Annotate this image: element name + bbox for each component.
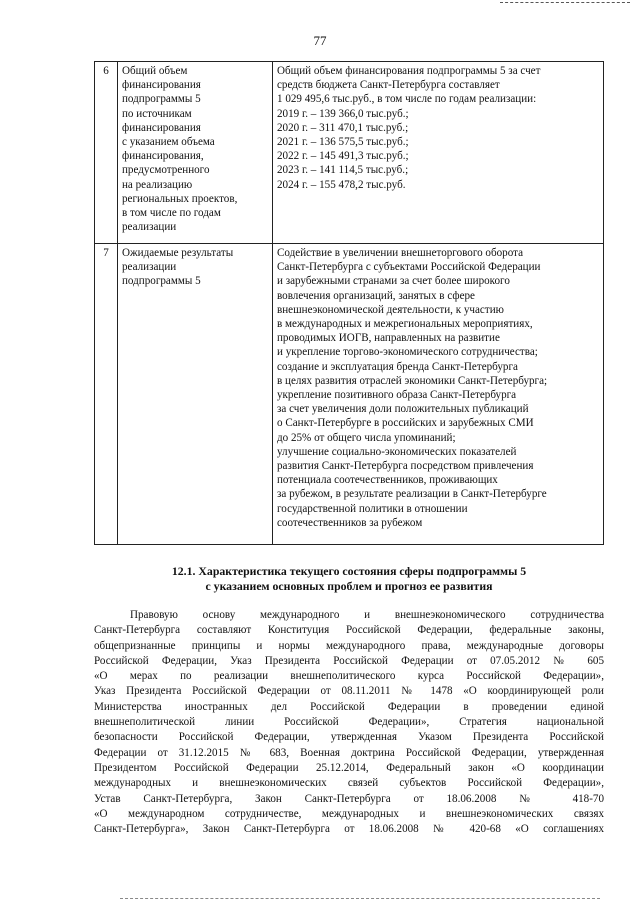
label-line: региональных проектов, bbox=[122, 192, 238, 205]
paragraph-line: Федерации от 31.12.2015 № 683, Военная доктрина Российской Федерации, утвержденная bbox=[94, 746, 604, 759]
content-line: за рубежом, в результате реализации в Санкт-Петербурге bbox=[277, 488, 547, 501]
paragraph-line: Министерства иностранных дел Российской Федерации в проведении единой bbox=[94, 700, 604, 713]
row-content bbox=[273, 244, 604, 545]
content-line: Санкт-Петербурга с субъектами Российской Федерации bbox=[277, 261, 541, 274]
subprogram-passport-table bbox=[94, 61, 604, 545]
section-heading-line: 12.1. Характеристика текущего состояния сферы подпрограммы 5 bbox=[171, 564, 527, 578]
table-row bbox=[95, 244, 604, 545]
content-line: потенциала соотечественников, проживающих bbox=[277, 474, 498, 487]
label-line: финансирования, bbox=[122, 150, 204, 163]
content-line: улучшение социально-экономических показателей bbox=[277, 445, 517, 458]
content-line: соотечественников за рубежом bbox=[277, 516, 423, 529]
label-line: финансирования bbox=[122, 79, 201, 92]
paragraph-line: Российской Федерации, Указ Президента Российской Федерации от 07.05.2012 № 605 bbox=[94, 654, 604, 667]
content-line: 2019 г. – 139 366,0 тыс.руб.; bbox=[277, 107, 409, 120]
table-row bbox=[95, 62, 604, 244]
paragraph-line: Санкт-Петербурга», Закон Санкт-Петербурга от 18.06.2008 № 420-68 «О соглашениях bbox=[94, 823, 604, 836]
label-line: финансирования bbox=[122, 121, 201, 134]
paragraph-line: Устав Санкт-Петербурга, Закон Санкт-Петербурга от 18.06.2008 № 418-70 bbox=[94, 792, 604, 805]
paragraph-line: международных и внешнеэкономических связей субъектов Российской Федерации», bbox=[94, 777, 604, 790]
content-line: Содействие в увеличении внешнеторгового оборота bbox=[277, 247, 524, 259]
paragraph-line: Указ Президента Российской Федерации от 08.11.2011 № 1478 «О координирующей роли bbox=[94, 685, 604, 698]
content-line: 1 029 495,6 тыс.руб., в том числе по годам реализации: bbox=[277, 93, 537, 106]
label-line: Ожидаемые результаты bbox=[122, 247, 234, 259]
content-line: 2021 г. – 136 575,5 тыс.руб.; bbox=[277, 136, 409, 149]
section-body-paragraph bbox=[94, 608, 604, 837]
content-line: в целях развития отраслей экономики Санкт-Петербурга; bbox=[277, 374, 548, 387]
paragraph-line: Санкт-Петербурга составляют Конституция Российской Федерации, федеральные законы, bbox=[94, 624, 604, 637]
row-label bbox=[118, 244, 273, 545]
content-line: развития Санкт-Петербурга посредством привлечения bbox=[277, 460, 534, 473]
label-line: подпрограммы 5 bbox=[122, 93, 201, 106]
label-line: с указанием объема bbox=[122, 136, 215, 149]
content-line: государственной политики в отношении bbox=[277, 502, 468, 515]
content-line: укрепление позитивного образа Санкт-Петербурга bbox=[277, 389, 517, 402]
content-line: до 25% от общего числа упоминаний; bbox=[277, 431, 456, 444]
content-line: проводимых ИОГВ, направленных на развитие bbox=[277, 332, 500, 345]
content-line: и укрепление торгово-экономического сотрудничества; bbox=[277, 346, 538, 359]
top-scan-rule bbox=[500, 2, 630, 3]
row-label bbox=[118, 62, 273, 244]
content-line: и зарубежными странами за счет более широкого bbox=[277, 275, 510, 288]
label-line: предусмотренного bbox=[122, 164, 210, 177]
content-line: внешнеэкономической деятельности, к участию bbox=[277, 303, 504, 316]
content-line: о Санкт-Петербурге в российских и зарубежных СМИ bbox=[277, 417, 534, 430]
content-line: создание и эксплуатация бренда Санкт-Петербурга bbox=[277, 360, 518, 373]
content-line: 2024 г. – 155 478,2 тыс.руб. bbox=[277, 178, 406, 191]
bottom-scan-rule bbox=[120, 898, 600, 899]
content-line: 2023 г. – 141 114,5 тыс.руб.; bbox=[277, 164, 409, 177]
page-number: 77 bbox=[313, 33, 327, 48]
label-line: подпрограммы 5 bbox=[122, 275, 201, 288]
paragraph-line: безопасности Российской Федерации, утвержденная Указом Президента Российской bbox=[94, 731, 604, 744]
row-content bbox=[273, 62, 604, 244]
section-heading bbox=[94, 564, 604, 594]
paragraph-line: Президентом Российской Федерации 25.12.2014, Федеральный закон «О координации bbox=[94, 761, 604, 774]
content-line: Общий объем финансирования подпрограммы 5 за счет bbox=[277, 65, 541, 77]
label-line: по источникам bbox=[122, 107, 192, 120]
label-line: реализации bbox=[122, 261, 177, 274]
label-line: на реализацию bbox=[122, 178, 193, 191]
content-line: 2022 г. – 145 491,3 тыс.руб.; bbox=[277, 150, 409, 163]
paragraph-line: внешнеполитической линии Российской Федерации», Стратегия национальной bbox=[94, 716, 604, 729]
label-line: реализации bbox=[122, 221, 177, 234]
paragraph-line: Правовую основу международного и внешнеэкономического сотрудничества bbox=[130, 609, 604, 621]
paragraph-line: «О мерах по реализации внешнеполитического курса Российской Федерации», bbox=[94, 670, 604, 683]
paragraph-line: общепризнанные принципы и нормы международного права, международные договоры bbox=[94, 639, 604, 652]
content-line: 2020 г. – 311 470,1 тыс.руб.; bbox=[277, 121, 409, 134]
section-heading-line: с указанием основных проблем и прогноз ее развития bbox=[205, 579, 493, 593]
content-line: в международных и межрегиональных мероприятиях, bbox=[277, 318, 533, 331]
row-number: 7 bbox=[95, 244, 118, 545]
paragraph-line: «О международном сотрудничестве, международных и внешнеэкономических связях bbox=[94, 807, 604, 820]
row-number: 6 bbox=[95, 62, 118, 244]
label-line: в том числе по годам bbox=[122, 207, 221, 220]
label-line: Общий объем bbox=[122, 65, 188, 77]
content-line: за счет увеличения доли положительных публикаций bbox=[277, 403, 529, 416]
content-line: средств бюджета Санкт-Петербурга составляет bbox=[277, 79, 500, 92]
content-line: вовлечения организаций, занятых в сфере bbox=[277, 289, 475, 302]
